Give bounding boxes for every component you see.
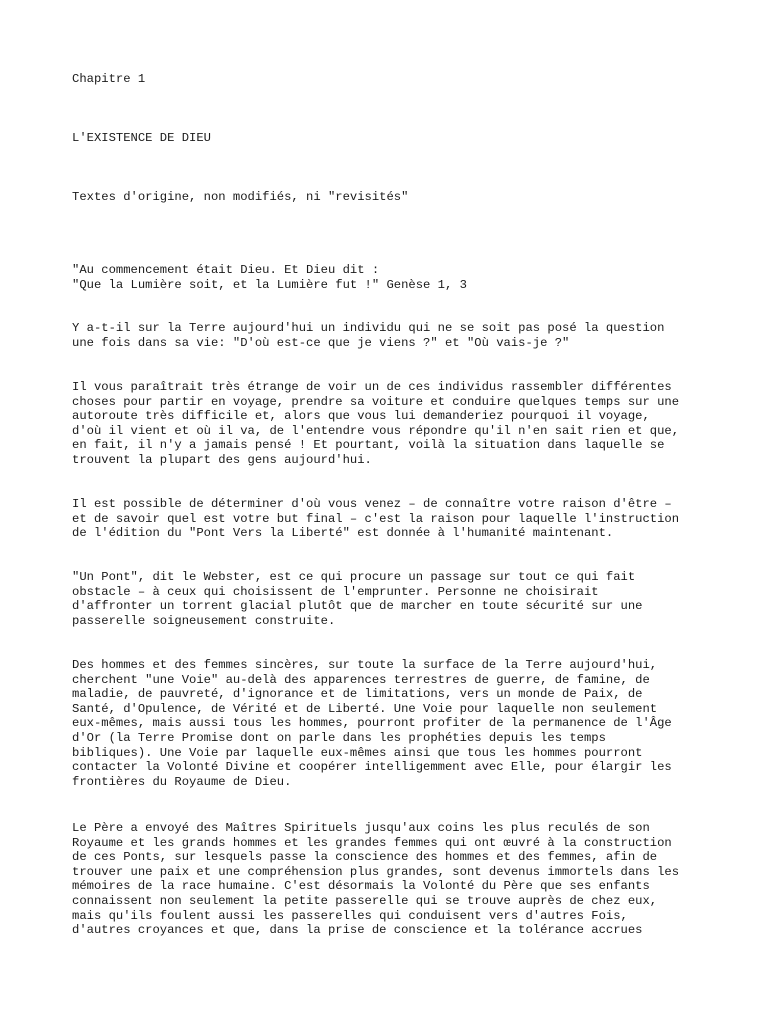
paragraph-line: d'où il vient et où il va, de l'entendre vous répondre qu'il n'en sait rien et que, — [72, 423, 680, 438]
paragraph-line: passerelle soigneusement construite. — [72, 613, 336, 628]
paragraph-line: et de savoir quel est votre but final – c'est la raison pour laquelle l'instruction — [72, 511, 680, 526]
paragraph-line: trouvent la plupart des gens aujourd'hui. — [72, 453, 372, 467]
paragraph-line: Y a-t-il sur la Terre aujourd'hui un individu qui ne se soit pas posé la question — [72, 321, 665, 335]
paragraph-line: cherchent "une Voie" au-delà des apparences terrestres de guerre, de famine, de — [72, 672, 650, 687]
paragraph-line: de l'édition du "Pont Vers la Liberté" est donnée à l'humanité maintenant. — [72, 526, 614, 541]
chapter-title: L'EXISTENCE DE DIEU — [72, 131, 211, 145]
paragraph-line: Royaume et les grands hommes et les grandes femmes qui ont œuvré à la construction — [72, 835, 672, 850]
paragraph-line: en fait, il n'y a jamais pensé ! Et pourtant, voilà la situation dans laquelle se — [72, 438, 665, 453]
paragraph-line: d'autres croyances et que, dans la prise de conscience et la tolérance accrues — [72, 923, 643, 938]
paragraph-line: trouver une paix et une compréhension plus grandes, sont devenus immortels dans les — [72, 864, 680, 879]
paragraph-line: bibliques). Une Voie par laquelle eux-mêmes ainsi que tous les hommes pourront — [72, 745, 643, 760]
paragraph-line: contacter la Volonté Divine et coopérer intelligemment avec Elle, pour élargir les — [72, 760, 672, 775]
paragraph-line: eux-mêmes, mais aussi tous les hommes, pourront profiter de la permanence de l'Âge — [72, 716, 672, 731]
paragraph-line: d'Or (la Terre Promise dont on parle dans les prophéties depuis les temps — [72, 731, 606, 745]
paragraph-line: autoroute très difficile et, alors que vous lui demanderiez pourquoi il voyage, — [72, 409, 650, 424]
paragraph-line: Le Père a envoyé des Maîtres Spirituels jusqu'aux coins les plus reculés de son — [72, 821, 650, 835]
paragraph-line: maladie, de pauvreté, d'ignorance et de limitations, vers un monde de Paix, de — [72, 687, 643, 702]
paragraph-line: Il vous paraîtrait très étrange de voir un de ces individus rassembler différentes — [72, 380, 672, 394]
paragraph-line: "Un Pont", dit le Webster, est ce qui procure un passage sur tout ce qui fait — [72, 570, 636, 584]
paragraph-line: mais qu'ils foulent aussi les passerelles qui conduisent vers d'autres Fois, — [72, 908, 628, 923]
paragraph-line: d'affronter un torrent glacial plutôt que de marcher en toute sécurité sur une — [72, 599, 643, 614]
paragraph-line: obstacle – à ceux qui choisissent de l'emprunter. Personne ne choisirait — [72, 584, 599, 599]
paragraph-line: Santé, d'Opulence, de Vérité et de Liberté. Une Voie pour laquelle non seulement — [72, 701, 658, 716]
paragraph-line: "Que la Lumière soit, et la Lumière fut !" Genèse 1, 3 — [72, 277, 467, 292]
paragraph-line: "Au commencement était Dieu. Et Dieu dit : — [72, 263, 380, 277]
paragraph-line: Il est possible de déterminer d'où vous venez – de connaître votre raison d'être – — [72, 497, 672, 511]
paragraph-line: choses pour partir en voyage, prendre sa voiture et conduire quelques temps sur une — [72, 394, 680, 409]
paragraph-line: de ces Ponts, sur lesquels passe la conscience des hommes et des femmes, afin de — [72, 850, 658, 865]
paragraph-line: mémoires de la race humaine. C'est désormais la Volonté du Père que ses enfants — [72, 879, 650, 894]
chapter-heading: Chapitre 1 — [72, 72, 146, 86]
paragraph-line: Des hommes et des femmes sincères, sur toute la surface de la Terre aujourd'hui, — [72, 658, 658, 672]
chapter-subtitle: Textes d'origine, non modifiés, ni "revisités" — [72, 190, 409, 204]
paragraph-line: frontières du Royaume de Dieu. — [72, 774, 292, 789]
paragraph-line: une fois dans sa vie: "D'où est-ce que je viens ?" et "Où vais-je ?" — [72, 335, 570, 350]
paragraph-line: connaissent non seulement la petite passerelle qui se trouve auprès de chez eux, — [72, 894, 658, 908]
